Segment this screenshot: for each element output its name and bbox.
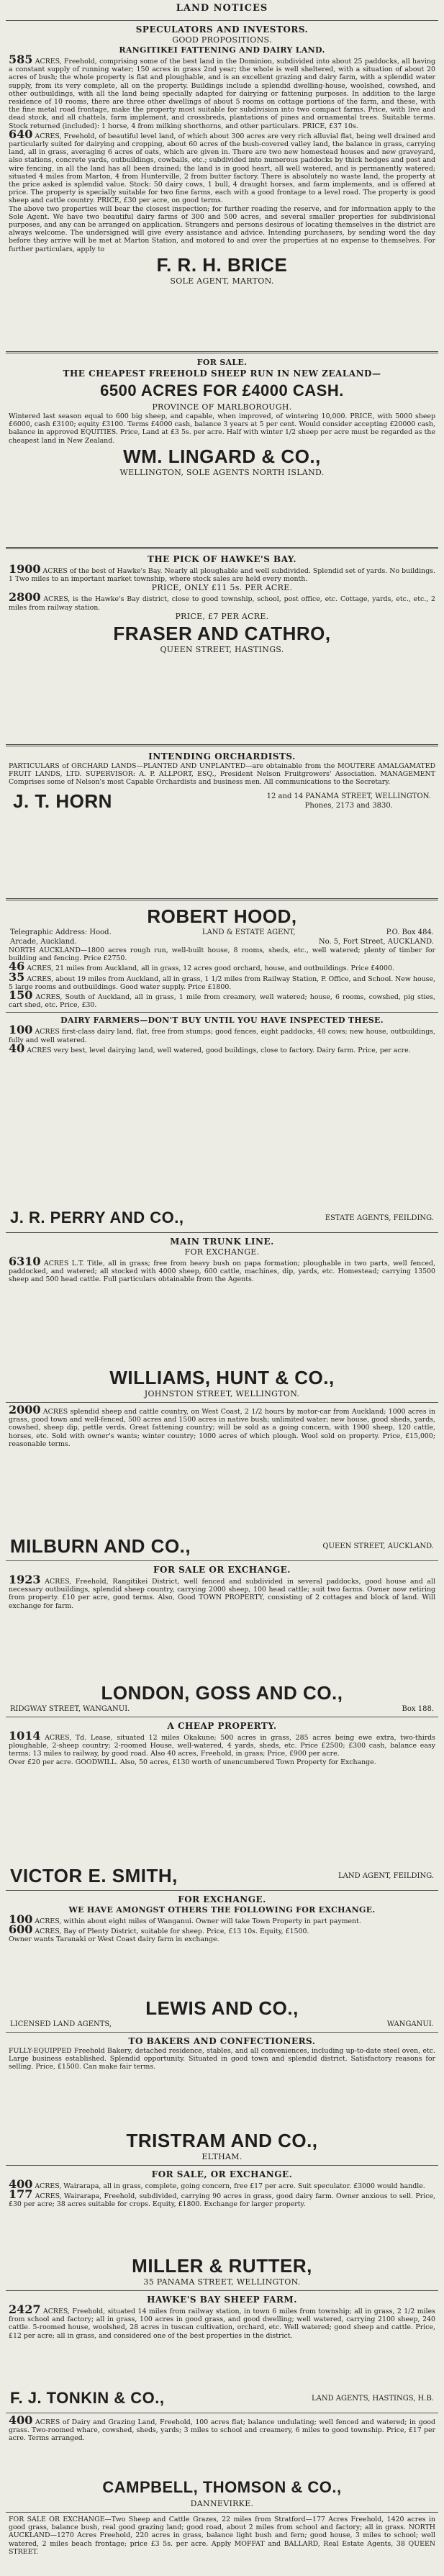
acreage-number: 100 xyxy=(9,1912,33,1926)
divider xyxy=(6,20,438,21)
advert-heading: INTENDING ORCHARDISTS. xyxy=(148,751,296,761)
agent-line: SOLE AGENT, MARTON. xyxy=(170,276,274,286)
listing-text: ACRES, Td. Lease, situated 12 miles Okakune; 500 acres in grass, 285 acres being ewe extra, two-thirds ploughable, 2-sheep country; 2-roomed House, well-watered, 4 yards, sheds, etc. Price £2500; £300 cash, balance easy terms; 13 miles to railway, by good road. Also 40 acres, Freehold, in grass; Price, £900 per acre. xyxy=(9,1734,435,1758)
divider xyxy=(6,1890,438,1891)
listing-text: ACRES of Dairy and Grazing Land, Freehold, 100 acres flat; balance undulating; well fenced and watered; in good grass. Two-roomed whare, cowshed, sheds, yards; 3 miles to school and creamery, 6 miles to good township. Price, £17 per acre. Terms arranged. xyxy=(9,2418,435,2443)
advert-heading: FOR SALE. xyxy=(196,358,248,367)
divider xyxy=(6,547,438,549)
price-line: PRICE, ONLY £11 5s. PER ACRE. xyxy=(151,583,293,593)
acreage-number: 150 xyxy=(9,988,33,1003)
acreage-number: 40 xyxy=(9,1041,25,1055)
smith-advert xyxy=(0,1864,444,1994)
phone-line: Phones, 2173 and 3830. xyxy=(304,801,393,810)
divider xyxy=(6,2290,438,2291)
firm-name: MILBURN AND CO., xyxy=(10,1535,191,1557)
acreage-number: 600 xyxy=(9,1922,33,1937)
acreage-number: 400 xyxy=(9,2177,33,2191)
agent-line: LICENSED LAND AGENTS, xyxy=(10,2020,112,2028)
listing-text: ACRES L.T. Title, all in grass; free from heavy bush on papa formation; ploughable in two parts, well fenced, paddocked, and watered; all stocked with 4000 sheep, 600 cattle, machines, dip, yards, etc. Homestead; carrying 13500 sheep and 500 head cattle. Full particulars obtainable from the Agents. xyxy=(9,1260,435,1284)
firm-name: TRISTRAM AND CO., xyxy=(126,2130,318,2151)
agent-line: RIDGWAY STREET, WANGANUI. xyxy=(10,1705,130,1713)
advert-subheading: GOOD PROPOSITIONS. xyxy=(172,35,272,45)
firm-name: ROBERT HOOD, xyxy=(147,905,297,927)
listing xyxy=(0,1257,444,1284)
acreage-number: 585 xyxy=(9,53,33,66)
agent-line: LAND AGENTS, HASTINGS, H.B. xyxy=(311,2394,434,2403)
acreage-number: 6500 xyxy=(100,381,137,399)
firm-name: J. T. HORN xyxy=(13,790,112,812)
agent-line: LAND AGENT, FEILDING. xyxy=(338,1871,434,1880)
advert-heading: MAIN TRUNK LINE. xyxy=(170,1237,274,1247)
campbell-advert xyxy=(0,2476,444,2574)
listing-text: ACRES, Freehold, of beautiful level land, of which about 300 acres are very rich alluvial flat, being well drained and particularly suited for dairying and cropping, about 60 acres of the bush-covered valley land, the balance in grass, carrying land, all in grass, averaging 6 acres of oats, which are given in. There are two new homestead houses and new graveyard, also stations, concrete yards, outbuildings, cowbails, etc.; subdivided into numerous paddocks by thick hedges and post and wire fencing, in all the land has all been drained; the land is in good heart, all well watered, and is permanently watered; situated 4 miles from Marton, 4 from Hunterville, 2 from butter factory. There is absolutely no waste land, the property at the price asked is splendid value. Stock: 50 dairy cows, 1 bull, 4 draught horses, and farm implements, and is offered at price. The property is specially suitable for two fine farms, each with a good frontage to a level road. The property is good sheep and cattle country. PRICE, £30 per acre, on good terms. xyxy=(9,132,435,205)
address-line: No. 5, Fort Street, AUCKLAND. xyxy=(318,938,434,946)
milburn-advert xyxy=(0,1535,444,1678)
perry-header xyxy=(0,1206,444,1229)
listing: Over £20 per acre. GOODWILL. Also, 50 acres, £130 worth of unencumbered Town Property for Exchange. xyxy=(9,1758,376,1766)
arcade-line: Arcade, Auckland. xyxy=(10,938,77,946)
horn-address xyxy=(267,792,431,810)
section-title: LAND NOTICES xyxy=(176,3,268,14)
agent-line: ESTATE AGENTS, FEILDING. xyxy=(325,1214,434,1222)
advert-heading: THE PICK OF HAWKE'S BAY. xyxy=(147,554,297,564)
acreage-number: 1014 xyxy=(9,1729,41,1743)
london-advert xyxy=(0,1681,444,1861)
listing-text: ACRES very best, level dairying land, well watered, good buildings, close to factory. Dairy farm. Price, per acre. xyxy=(27,1046,411,1054)
firm-name: J. R. PERRY AND CO., xyxy=(10,1208,184,1226)
masthead xyxy=(0,1,444,17)
advert-heading: FOR SALE, OR EXCHANGE. xyxy=(151,2169,293,2179)
firm-name: MILLER & RUTTER, xyxy=(132,2255,312,2277)
advert-subheading: WE HAVE AMONGST OTHERS THE FOLLOWING FOR EXCHANGE. xyxy=(68,1905,376,1915)
acreage-number: 46 xyxy=(9,959,25,974)
miller-advert xyxy=(0,2254,444,2384)
listing xyxy=(0,127,444,205)
firm-name: LONDON, GOSS AND CO., xyxy=(101,1682,343,1704)
advert-heading: A CHEAP PROPERTY. xyxy=(167,1721,277,1731)
firm-name: F. R. H. BRICE xyxy=(156,253,288,276)
telegraphic-address: Telegraphic Address: Hood. xyxy=(10,928,112,936)
divider xyxy=(6,1402,438,1403)
listing xyxy=(0,1403,444,1448)
agent-line: QUEEN STREET, AUCKLAND. xyxy=(322,1542,434,1550)
divider xyxy=(6,1232,438,1233)
divider xyxy=(6,2512,438,2513)
advert-subheading: RANGITIKEI FATTENING AND DAIRY LAND. xyxy=(119,45,325,55)
lewis-advert xyxy=(0,1997,444,2126)
acreage-number: 640 xyxy=(9,127,33,141)
advert-heading: HAWKE'S BAY SHEEP FARM. xyxy=(147,2295,297,2305)
listing xyxy=(0,562,444,584)
listing-text: ACRES, Wairarapa, all in grass, complete, going concern, free £17 per acre. Suit speculator. £3000 would handle. xyxy=(35,2182,425,2190)
listing xyxy=(0,2187,444,2209)
williams-advert xyxy=(0,1366,444,1532)
acreage-number: 400 xyxy=(9,2413,33,2427)
tristram-advert xyxy=(0,2129,444,2251)
listing xyxy=(0,1573,444,1610)
listing: FOR SALE OR EXCHANGE—Two Sheep and Cattle Grazes, 22 miles from Stratford—177 Acres Freehold, 1420 acres in good grass, balance bush, real good grazing land; good road, about 2 miles from school and factory; all in grass. NORTH AUCKLAND—1270 Acres Freehold, 220 acres in grass, balance light bush and fern; good house, 3 miles to school; well watered, 2 miles beach frontage; price £3 5s. per acre. Apply MOFFAT and BALLARD, Real Estate Agents, 38 QUEEN STREET. xyxy=(9,2516,435,2556)
agent-line: 35 PANAMA STREET, WELLINGTON. xyxy=(143,2277,301,2287)
lingard-advert xyxy=(0,347,444,540)
agent-line: JOHNSTON STREET, WELLINGTON. xyxy=(144,1389,300,1398)
acreage-number: 1923 xyxy=(9,1573,41,1586)
firm-name: FRASER AND CATHRO, xyxy=(113,622,331,644)
po-box: P.O. Box 484. xyxy=(386,928,434,936)
listing: FULLY-EQUIPPED Freehold Bakery, detached residence, stables, and all conveniences, including up-to-date steel oven, etc. Large business established. Splendid opportunity. Situated in good town and splendid district. Satisfactory reasons for selling. Price, £1500. Can make fair terms. xyxy=(9,2047,435,2071)
divider xyxy=(6,1560,438,1561)
listing: Wintered last season equal to 600 big sheep, and capable, when improved, of wintering 10,000. PRICE, with 5000 sheep £6000, cash £3100; equity £3100. Terms £4000 cash, balance 3 years at 5 per cent. Would consider accepting £20000 cash, balance in approved EQUITIES. Price, Land at £3 5s. per acre. Half with winter 1/2 sheep per acre must be regarded as the cheapest land in New Zealand. xyxy=(9,412,435,445)
listing xyxy=(0,988,444,1010)
listing-text: ACRES, about 19 miles from Auckland, all in grass, 1 1/2 miles from Railway Station, P. Office, and School. New house, 5 large rooms and outbuildings. Good water supply. Price £1800. xyxy=(9,975,435,991)
listing xyxy=(0,970,444,991)
listing: NORTH AUCKLAND—1800 acres rough run, well-built house, 8 rooms, sheds, etc., well watered; plenty of timber for building and fencing. Price £2750. xyxy=(9,946,435,963)
brice-advert xyxy=(0,17,444,344)
po-box: Box 188. xyxy=(402,1705,434,1713)
perry-advert xyxy=(0,1206,444,1363)
listing-text: ACRES, within about eight miles of Wanganui. Owner will take Town Property in part payment. xyxy=(35,1917,361,1925)
smith-header xyxy=(0,1864,444,1887)
firm-name: F. J. TONKIN & CO., xyxy=(10,2389,165,2407)
acreage-number: 6310 xyxy=(9,1255,41,1268)
acreage-price xyxy=(0,379,444,402)
price-line: PRICE, £7 PER ACRE. xyxy=(175,611,269,621)
listing xyxy=(0,590,444,612)
divider xyxy=(6,351,438,353)
tonkin-advert xyxy=(0,2387,444,2473)
horn-footer xyxy=(0,787,444,815)
listing-text: ACRES, is the Hawke's Bay district, close to good township, school, post office, etc. Cottage, yards, etc., etc., 2 miles from railway station. xyxy=(9,595,435,612)
divider xyxy=(6,1012,438,1013)
divider xyxy=(6,2165,438,2166)
acreage-number: 2000 xyxy=(9,1403,41,1416)
listing: PARTICULARS of ORCHARD LANDS—PLANTED AND UNPLANTED—are obtainable from the MOUTERE AMALGAMATED FRUIT LANDS, LTD. SUPERVISOR: A. P. ALLPORT, ESQ., President Nelson Fruitgrowers' Association. MANAGEMENT Comprises some of Nelson's most Capable Orchardists and business men. All communications to the Secretary. xyxy=(9,762,435,787)
tonkin-header xyxy=(0,2387,444,2410)
listing-text: ACRES of the best of Hawke's Bay. Nearly all ploughable and well subdivided. Splendid set of yards. No buildings. 1 Two miles to an important market township, where stock sales are held every month. xyxy=(9,567,436,584)
listing-text: ACRES, South of Auckland, all in grass, 1 mile from creamery, well watered; house, 6 rooms, cowshed, pig sties, cart shed, etc. Price, £30. xyxy=(9,993,435,1010)
milburn-header xyxy=(0,1535,444,1558)
listing: Owner wants Taranaki or West Coast dairy farm in exchange. xyxy=(9,1935,219,1944)
firm-name: WILLIAMS, HUNT & CO., xyxy=(109,1367,335,1388)
address-line: 12 and 14 PANAMA STREET, WELLINGTON. xyxy=(266,792,431,800)
listing xyxy=(0,2177,444,2191)
listing xyxy=(0,1729,444,1758)
firm-name: CAMPBELL, THOMSON & CO., xyxy=(102,2478,342,2496)
listing xyxy=(0,55,444,130)
agent-line: DANNEVIRKE. xyxy=(190,2499,254,2508)
divider xyxy=(6,2032,438,2033)
hood-advert xyxy=(0,894,444,1203)
advert-heading: FOR SALE OR EXCHANGE. xyxy=(153,1565,291,1575)
listing-text: ACRES, Freehold, Rangitikei District, well fenced and subdivided in several paddocks, good house and all necessary outbuildings, splendid sheep country, carrying 2000 sheep, 100 head cattle; suit two farms. Owner now retiring from property. £10 per acre, good terms. Also, Good TOWN PROPERTY, consisting of 2 cottages and block of land. Will exchange for farm. xyxy=(9,1578,435,1610)
listing xyxy=(0,1912,444,1926)
acreage-number: 1900 xyxy=(9,562,41,576)
hood-info-row xyxy=(0,928,444,937)
acreage-number: 100 xyxy=(9,1023,33,1037)
listing xyxy=(0,2413,444,2443)
divider xyxy=(6,898,438,900)
agent-title: LAND & ESTATE AGENT, xyxy=(201,928,296,936)
hood-address-row xyxy=(0,937,444,946)
acreage-number: 2800 xyxy=(9,590,41,605)
firm-name: VICTOR E. SMITH, xyxy=(10,1865,178,1886)
divider xyxy=(6,744,438,746)
advert-subheading: FOR EXCHANGE. xyxy=(184,1247,260,1257)
acreage-number: 177 xyxy=(9,2187,33,2202)
listing-text: ACRES, 21 miles from Auckland, all in grass, 12 acres good orchard, house, and outbuildings. Price £4000. xyxy=(27,964,394,973)
listing xyxy=(0,2302,444,2340)
listing-text: ACRES, Freehold, situated 14 miles from railway station, in town 6 miles from township; all in grass, 2 1/2 miles from school and factory; all in grass, 100 acres in good grass, and good dwelling; well watered, carrying 2100 sheep, 240 cattle. 5-roomed house, woolshed, 28 acres in tuscan cultivation, orchard, etc. Well watered; good sheep and cattle. Price, £12 per acre; all in grass, and considered one of the best properties in the district. xyxy=(9,2308,435,2340)
agent-line: ELTHAM. xyxy=(201,2152,243,2161)
advert-heading: FOR EXCHANGE. xyxy=(178,1894,266,1904)
place-line: WANGANUI. xyxy=(386,2020,434,2028)
listing-text: ACRES first-class dairy land, flat, free from stumps; good fences, eight paddocks, 48 cows; new house, outbuildings, fully and well watered. xyxy=(9,1028,435,1044)
acreage-number: 2427 xyxy=(9,2302,41,2316)
listing xyxy=(0,959,444,974)
london-info-row xyxy=(0,1704,444,1714)
listing xyxy=(0,1922,444,1937)
listing-text: ACRES, Freehold, comprising some of the best land in the Dominion, subdivided into about 25 paddocks, all having a constant supply of running water; 150 acres in grass 2nd year; the whole is well sheltered, with a situation of about 20 acres of bush; the whole property is flat and ploughable, and is an excellent grazing and dairy farm, with a splendid water supply, from its very complete, all on the property. Buildings include a splendid dwelling-house, woolshed, cowshed, and other outbuildings, with all the land being specially adapted for dairying or fattening purposes. In addition to the large residence of 10 rooms, there are three other dwellings of about 5 rooms on cottage portions of the farm, and these, with the fine metal road frontage, make the property most suitable for subdivision into two compact farms. Price, with live and dead stock, and all chattels, farm implement, and crossbreds, plantations of pines and ornamental trees. Suitable terms. Stock returned (included): 1 horse, 4 from milking shorthorns, and other particulars. PRICE, £37 10s. xyxy=(9,58,436,130)
advert-heading: DAIRY FARMERS—DON'T BUY UNTIL YOU HAVE INSPECTED THESE. xyxy=(60,1016,384,1026)
listing xyxy=(0,1023,444,1044)
advert-heading: TO BAKERS AND CONFECTIONERS. xyxy=(128,2036,316,2046)
horn-advert xyxy=(0,740,444,891)
advert-heading: SPECULATORS AND INVESTORS. xyxy=(135,24,309,35)
agent-line: WELLINGTON, SOLE AGENTS NORTH ISLAND. xyxy=(119,467,325,477)
firm-name: WM. LINGARD & CO., xyxy=(123,445,321,467)
agent-line: QUEEN STREET, HASTINGS. xyxy=(160,644,284,654)
firm-name: LEWIS AND CO., xyxy=(145,1997,299,2019)
listing-text: ACRES splendid sheep and cattle country, on West Coast, 2 1/2 hours by motor-car from Auckland; 1000 acres in grass, good town and well-fenced, 500 acres and 1500 acres in native bush; unlimited water; new house, good sheds, yards, cowshed, sheep dip, pettle verds. Great fattening country; will be sold as a going concern, with 1900 sheep, 120 cattle, horses, etc. Sold with owner's wants; winter country; 1000 acres of which plough. Wool sold on property. Price, £15,000; reasonable terms. xyxy=(9,1408,436,1448)
acreage-number: 35 xyxy=(9,970,25,984)
province-line: PROVINCE OF MARLBOROUGH. xyxy=(152,402,292,412)
lewis-info-row xyxy=(0,2020,444,2029)
listing: The above two properties will bear the closest inspection; for further reading the reserve, and for information apply to the Sole Agent. We have two beautiful dairy farms of 300 and 500 acres, and several smaller properties for subdivisional purposes, and any can be arranged on application. Strangers and persons desirous of locating themselves in the district are always welcome. The undersigned will give every assistance and advice. Intending purchasers, by sending word the day before they arrive will be met at Marton Station, and motored to and over the properties at no expense to themselves. For further particulars, apply to xyxy=(9,204,435,253)
listing-text: ACRES, Bay of Plenty District, suitable for sheep. Price, £13 10s. Equity, £1500. xyxy=(35,1928,309,1936)
advert-subheading: THE CHEAPEST FREEHOLD SHEEP RUN IN NEW ZEALAND— xyxy=(63,369,381,379)
fraser-advert xyxy=(0,543,444,737)
price-line: ACRES FOR £4000 CASH. xyxy=(140,381,344,399)
listing xyxy=(0,1041,444,1055)
listing-text: ACRES, Wairarapa, Freehold, subdivided, carrying 90 acres in grass, good dairy farm. Owner anxious to sell. Price, £30 per acre; 38 acres suitable for crops. Equity, £1800. Exchange for larger property. xyxy=(9,2192,435,2209)
